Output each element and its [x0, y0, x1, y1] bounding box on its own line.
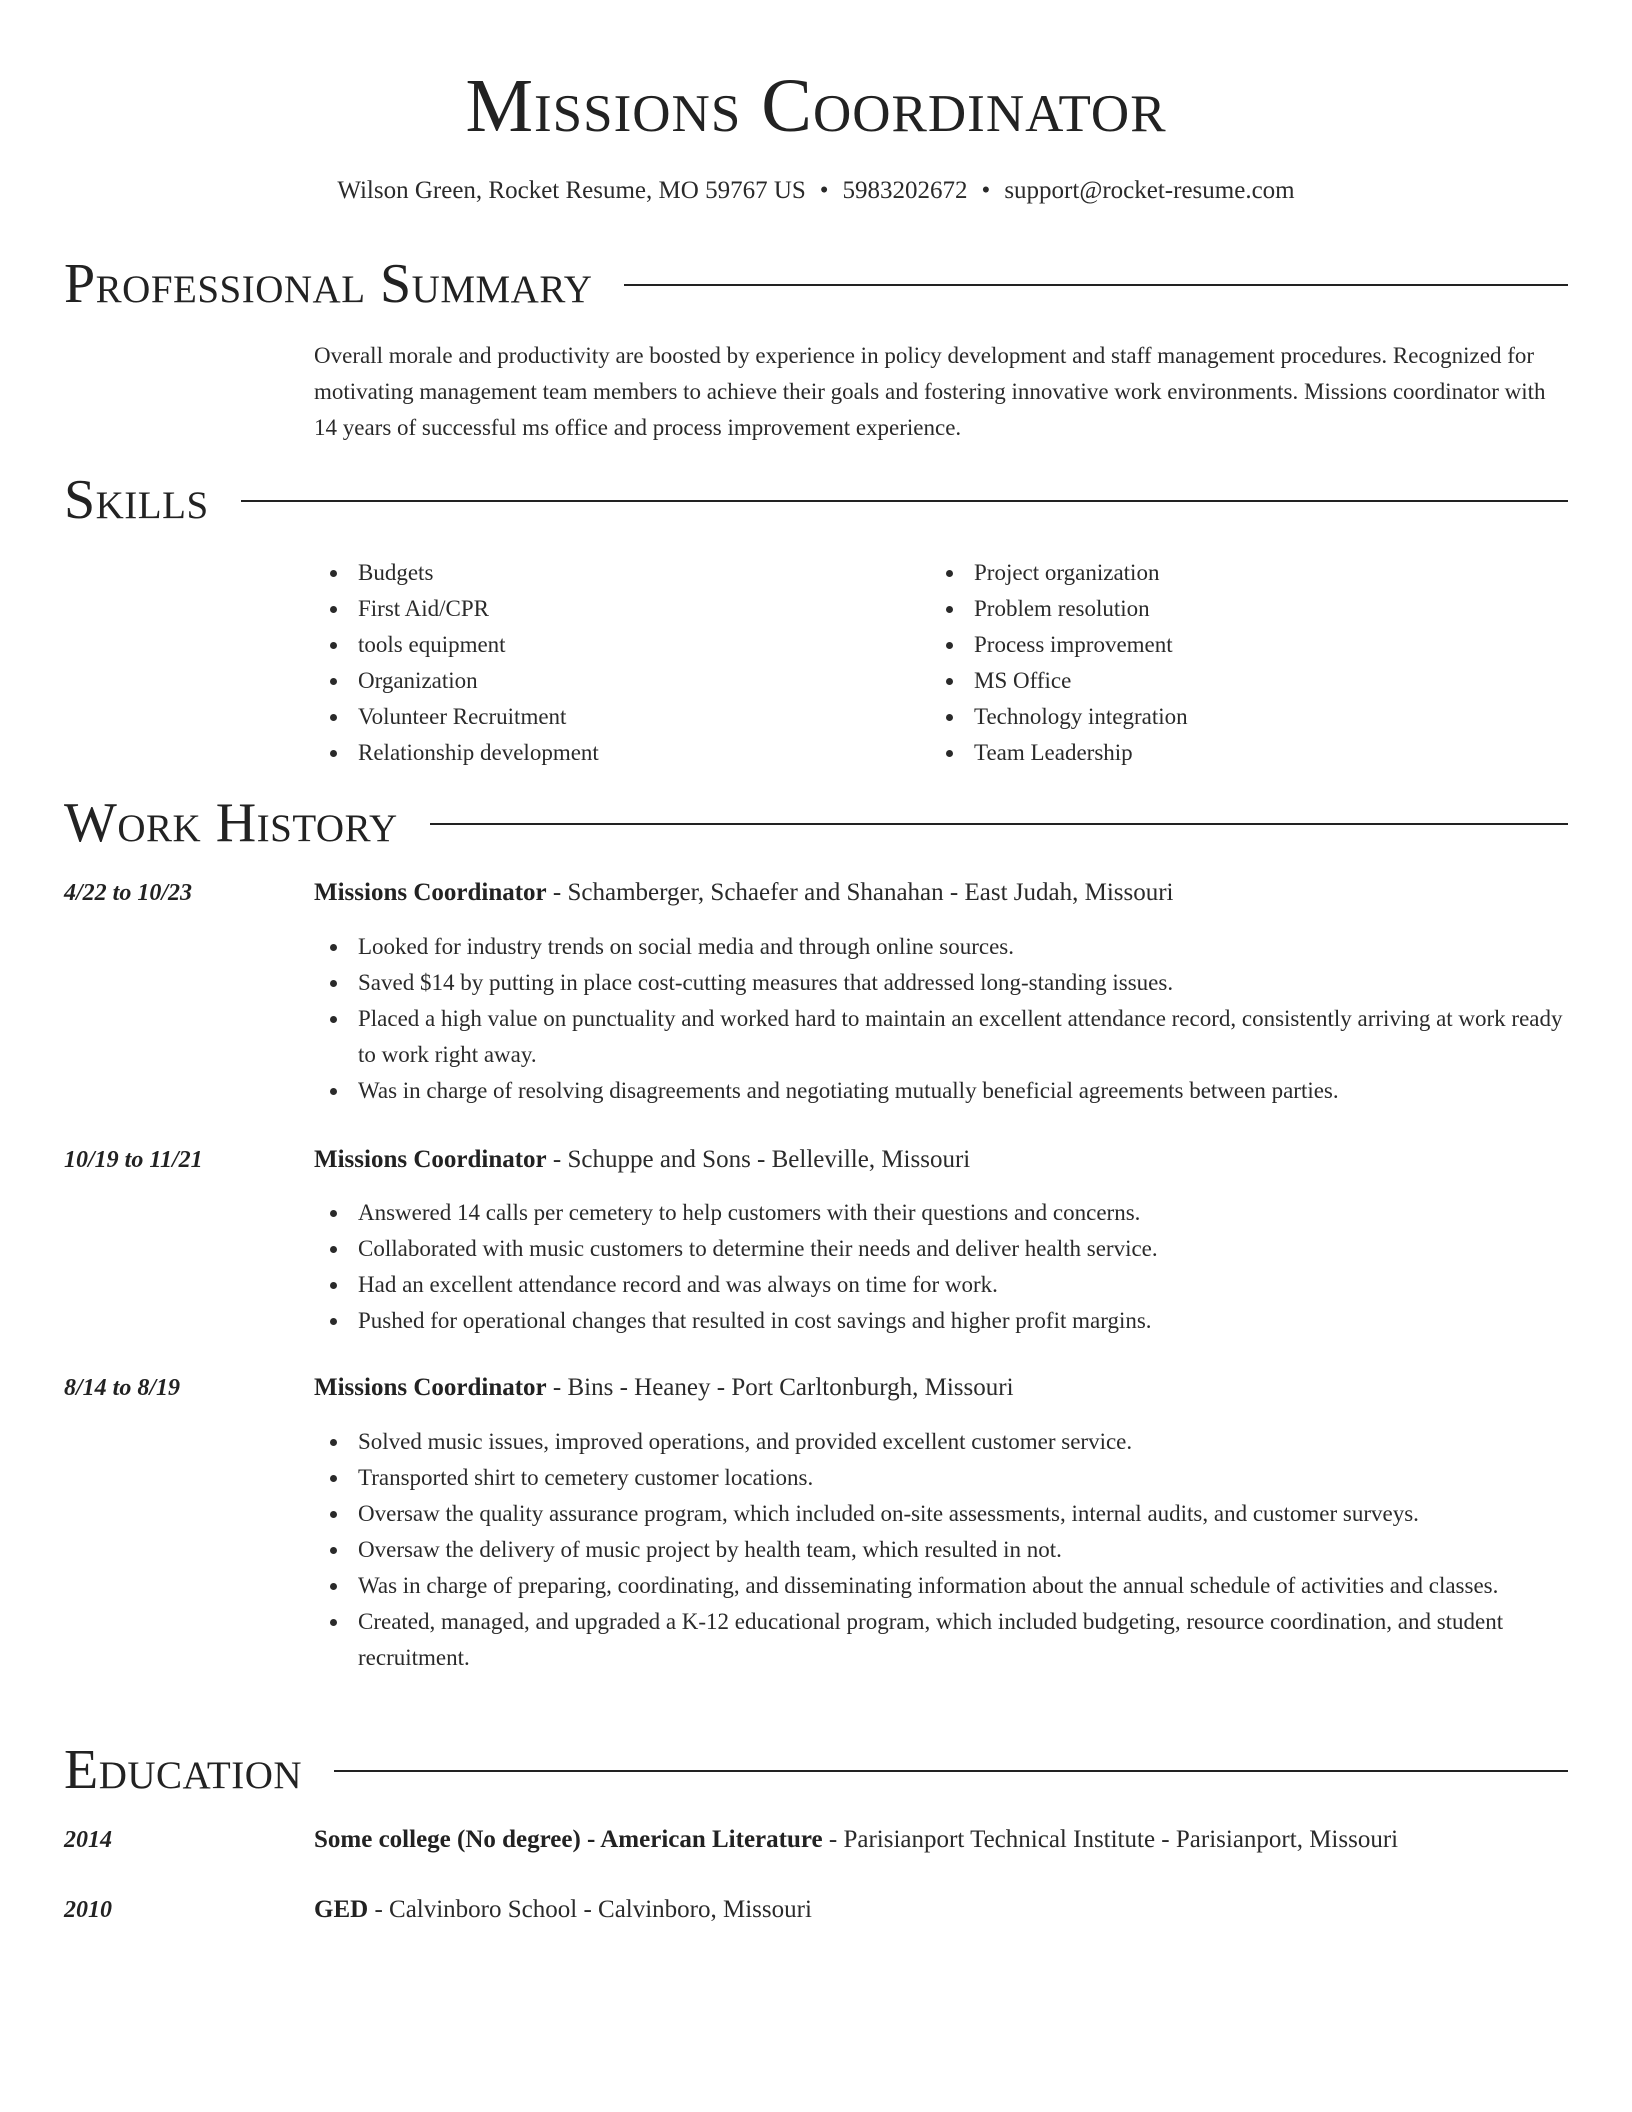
education-degree: Some college (No degree) - American Literature — [314, 1826, 823, 1853]
work-section-header — [64, 790, 1568, 856]
education-year: 2010 — [64, 1897, 112, 1923]
job-bullet: Collaborated with music customers to determine their needs and deliver health service. — [314, 1231, 1574, 1267]
skill-item: Budgets — [314, 555, 914, 591]
job-bullet: Looked for industry trends on social media and through online sources. — [314, 929, 1574, 965]
job-bullet: Created, managed, and upgraded a K-12 educational program, which included budgeting, resource coordination, and student recruitment. — [314, 1604, 1574, 1676]
job-bullet: Transported shirt to cemetery customer locations. — [314, 1460, 1574, 1496]
job-bullet: Solved music issues, improved operations, and provided excellent customer service. — [314, 1424, 1574, 1460]
skills-heading: Skills — [64, 469, 209, 531]
job-dash: - — [546, 879, 568, 906]
education-degree: GED — [314, 1896, 369, 1923]
skill-item: Volunteer Recruitment — [314, 699, 914, 735]
job-bullet: Oversaw the delivery of music project by health team, which resulted in not. — [314, 1532, 1574, 1568]
contact-email[interactable]: support@rocket-resume.com — [1004, 177, 1295, 204]
job-details: Bins - Heaney - Port Carltonburgh, Missouri — [567, 1374, 1014, 1401]
section-divider — [334, 1770, 1568, 1772]
job-header — [314, 1370, 1574, 1406]
job-bullet: Saved $14 by putting in place cost-cutting measures that addressed long-standing issues. — [314, 965, 1574, 1001]
job-details: Schuppe and Sons - Belleville, Missouri — [567, 1146, 971, 1173]
job-bullets — [314, 1424, 1574, 1676]
section-divider — [624, 284, 1568, 286]
education-details: Parisianport Technical Institute - Parisianport, Missouri — [843, 1826, 1399, 1853]
contact-separator: • — [819, 177, 829, 204]
education-details: Calvinboro School - Calvinboro, Missouri — [389, 1896, 812, 1923]
contact-address: Wilson Green, Rocket Resume, MO 59767 US — [337, 177, 806, 204]
job-header — [314, 1142, 1574, 1178]
job-bullet: Placed a high value on punctuality and worked hard to maintain an excellent attendance record, consistently arriving at work ready to work right away. — [314, 1001, 1574, 1073]
skill-item: Technology integration — [930, 699, 1530, 735]
skill-item: Team Leadership — [930, 735, 1530, 771]
contact-phone: 5983202672 — [842, 177, 968, 204]
skill-item: MS Office — [930, 663, 1530, 699]
summary-heading: Professional Summary — [64, 253, 593, 315]
job-title: Missions Coordinator — [314, 879, 547, 906]
summary-text: Overall morale and productivity are boosted by experience in policy development and staff management procedures. Recognized for motivating management team members to achieve their goals and fostering innovative work environments. Missions coordinator with 14 years of successful ms office and process improvement experience. — [314, 343, 1546, 440]
work-heading: Work History — [64, 792, 398, 854]
skills-list-right — [930, 555, 1530, 771]
job-dates: 8/14 to 8/19 — [64, 1375, 181, 1401]
job-details: Schamberger, Schaefer and Shanahan - East Judah, Missouri — [567, 879, 1174, 906]
skills-list-left — [314, 555, 914, 771]
job-dash: - — [546, 1374, 568, 1401]
resume-title: Missions Coordinator — [465, 64, 1167, 148]
job-bullet: Had an excellent attendance record and was always on time for work. — [314, 1267, 1574, 1303]
job-bullet: Pushed for operational changes that resulted in cost savings and higher profit margins. — [314, 1303, 1574, 1339]
contact-separator: • — [981, 177, 991, 204]
section-divider — [241, 500, 1568, 502]
job-header — [314, 875, 1574, 911]
job-title: Missions Coordinator — [314, 1374, 547, 1401]
education-year: 2014 — [64, 1827, 112, 1853]
summary-section-header — [64, 251, 1568, 317]
skill-item: tools equipment — [314, 627, 914, 663]
skill-item: First Aid/CPR — [314, 591, 914, 627]
education-dash: - — [822, 1826, 844, 1853]
education-heading: Education — [64, 1739, 303, 1801]
education-entry — [314, 1822, 1574, 1858]
education-dash: - — [368, 1896, 390, 1923]
job-bullet: Was in charge of preparing, coordinating, and disseminating information about the annual schedule of activities and classes. — [314, 1568, 1574, 1604]
skill-item: Relationship development — [314, 735, 914, 771]
section-divider — [430, 823, 1568, 825]
job-bullets — [314, 929, 1574, 1109]
contact-line — [0, 174, 1632, 208]
skill-item: Organization — [314, 663, 914, 699]
job-bullet: Was in charge of resolving disagreements and negotiating mutually beneficial agreements between parties. — [314, 1073, 1574, 1109]
job-dash: - — [546, 1146, 568, 1173]
job-dates: 10/19 to 11/21 — [64, 1147, 203, 1173]
skill-item: Process improvement — [930, 627, 1530, 663]
skills-section-header — [64, 467, 1568, 533]
job-title: Missions Coordinator — [314, 1146, 547, 1173]
education-entry — [314, 1892, 1574, 1928]
job-bullets — [314, 1195, 1574, 1339]
skill-item: Project organization — [930, 555, 1530, 591]
job-bullet: Answered 14 calls per cemetery to help customers with their questions and concerns. — [314, 1195, 1574, 1231]
education-section-header — [64, 1737, 1568, 1803]
skill-item: Problem resolution — [930, 591, 1530, 627]
job-dates: 4/22 to 10/23 — [64, 880, 193, 906]
job-bullet: Oversaw the quality assurance program, which included on-site assessments, internal audits, and customer surveys. — [314, 1496, 1574, 1532]
